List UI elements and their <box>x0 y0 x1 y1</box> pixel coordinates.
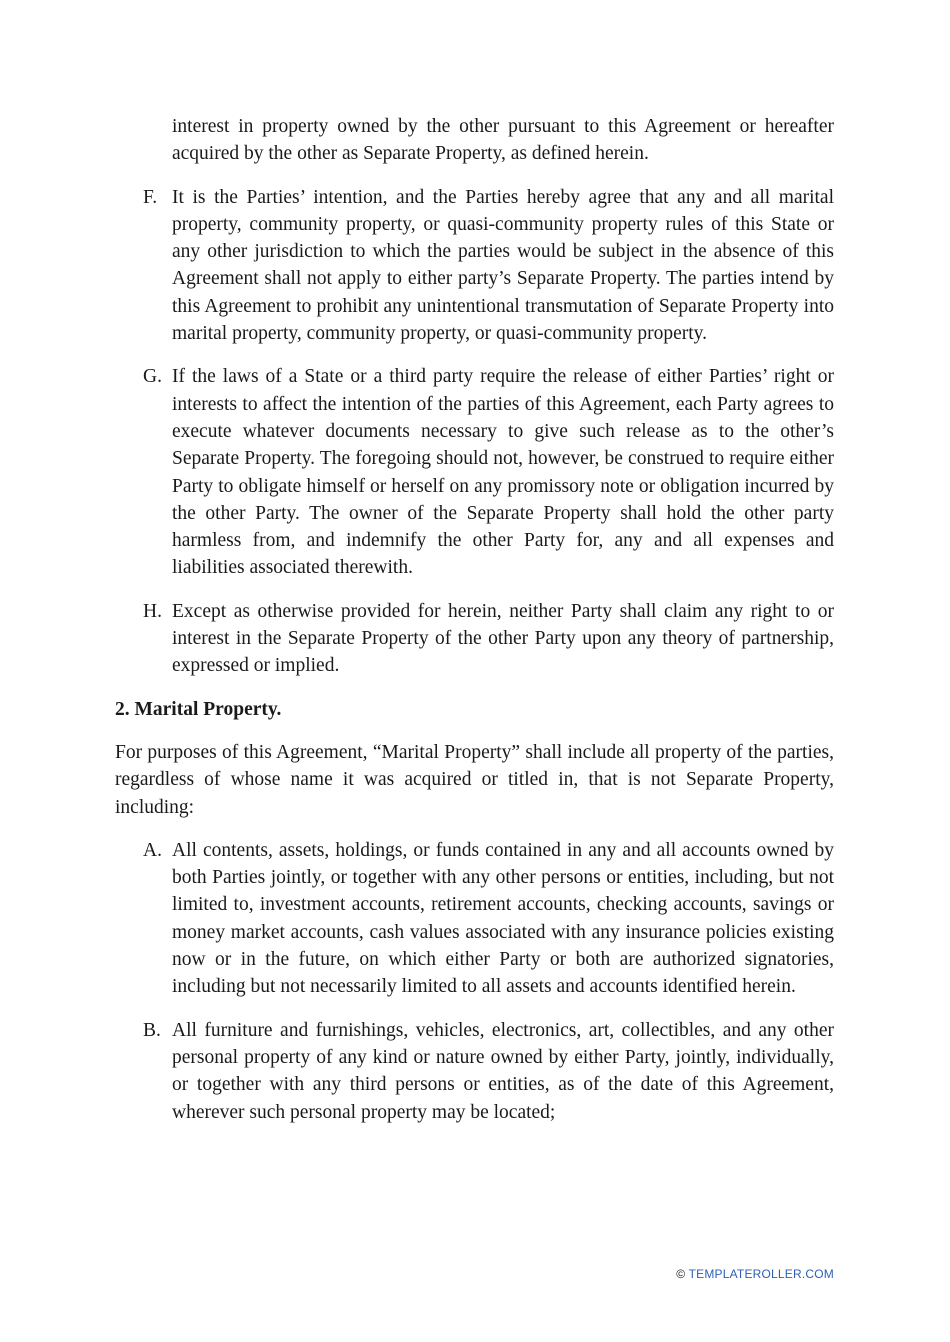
footer-copyright <box>676 1267 834 1281</box>
list-item-text: If the laws of a State or a third party require the release of either Parties’ right or interests to affect the intention of the parties of this Agreement, each Party agrees to execute whatever documents necessary to give such release as to the other’s Separate Property. The foregoing should not, however, be construed to require either Party to obligate himself or herself on any promissory note or obligation incurred by the other Party. The owner of the Separate Property shall hold the other party harmless from, and indemnify the other Party for, any and all expenses and liabilities associated therewith. <box>172 366 834 579</box>
list-item-text: Except as otherwise provided for herein, neither Party shall claim any right to or interest in the Separate Property of the other Party upon any theory of partnership, expressed or implied. <box>172 600 834 677</box>
document-page <box>115 113 834 1126</box>
list-item-a <box>115 837 834 1001</box>
list-item-letter: G. <box>143 366 162 388</box>
section-intro-paragraph: For purposes of this Agreement, “Marital Property” shall include all property of the parties, regardless of whose name it was acquired or titled in, that is not Separate Property, including: <box>115 741 834 818</box>
list-item-b <box>115 1017 834 1126</box>
section-heading: 2. Marital Property. <box>115 698 282 720</box>
list-item-h <box>115 598 834 680</box>
list-item-g <box>115 363 834 581</box>
footer-site-link[interactable]: TEMPLATEROLLER.COM <box>688 1267 834 1281</box>
continuation-paragraph: interest in property owned by the other pursuant to this Agreement or hereafter acquired by the other as Separate Property, as defined herein. <box>172 116 834 165</box>
copyright-symbol: © <box>676 1267 686 1281</box>
list-item-text: It is the Parties’ intention, and the Parties hereby agree that any and all marital property, community property, or quasi-community property rules of this State or any other jurisdiction to which the parties would be subject in the absence of this Agreement shall not apply to either party’s Separate Property. The parties intend by this Agreement to prohibit any unintentional transmutation of Separate Property into marital property, community property, or quasi-community property. <box>172 186 834 345</box>
list-item-letter: A. <box>143 839 162 861</box>
list-item-letter: B. <box>143 1019 161 1041</box>
list-item-text: All contents, assets, holdings, or funds contained in any and all accounts owned by both Parties jointly, or together with any other persons or entities, including, but not limited to, investment accounts, retirement accounts, checking accounts, savings or money market accounts, cash values associated with any insurance policies existing now or in the future, on which either Party or both are authorized signatories, including but not necessarily limited to all assets and accounts identified herein. <box>172 839 834 998</box>
list-item-letter: H. <box>143 600 162 622</box>
list-item-text: All furniture and furnishings, vehicles, electronics, art, collectibles, and any other personal property of any kind or nature owned by either Party, jointly, individually, or together with any third persons or entities, as of the date of this Agreement, wherever such personal property may be located; <box>172 1019 834 1123</box>
list-item-letter: F. <box>143 186 158 208</box>
list-item-f <box>115 184 834 348</box>
